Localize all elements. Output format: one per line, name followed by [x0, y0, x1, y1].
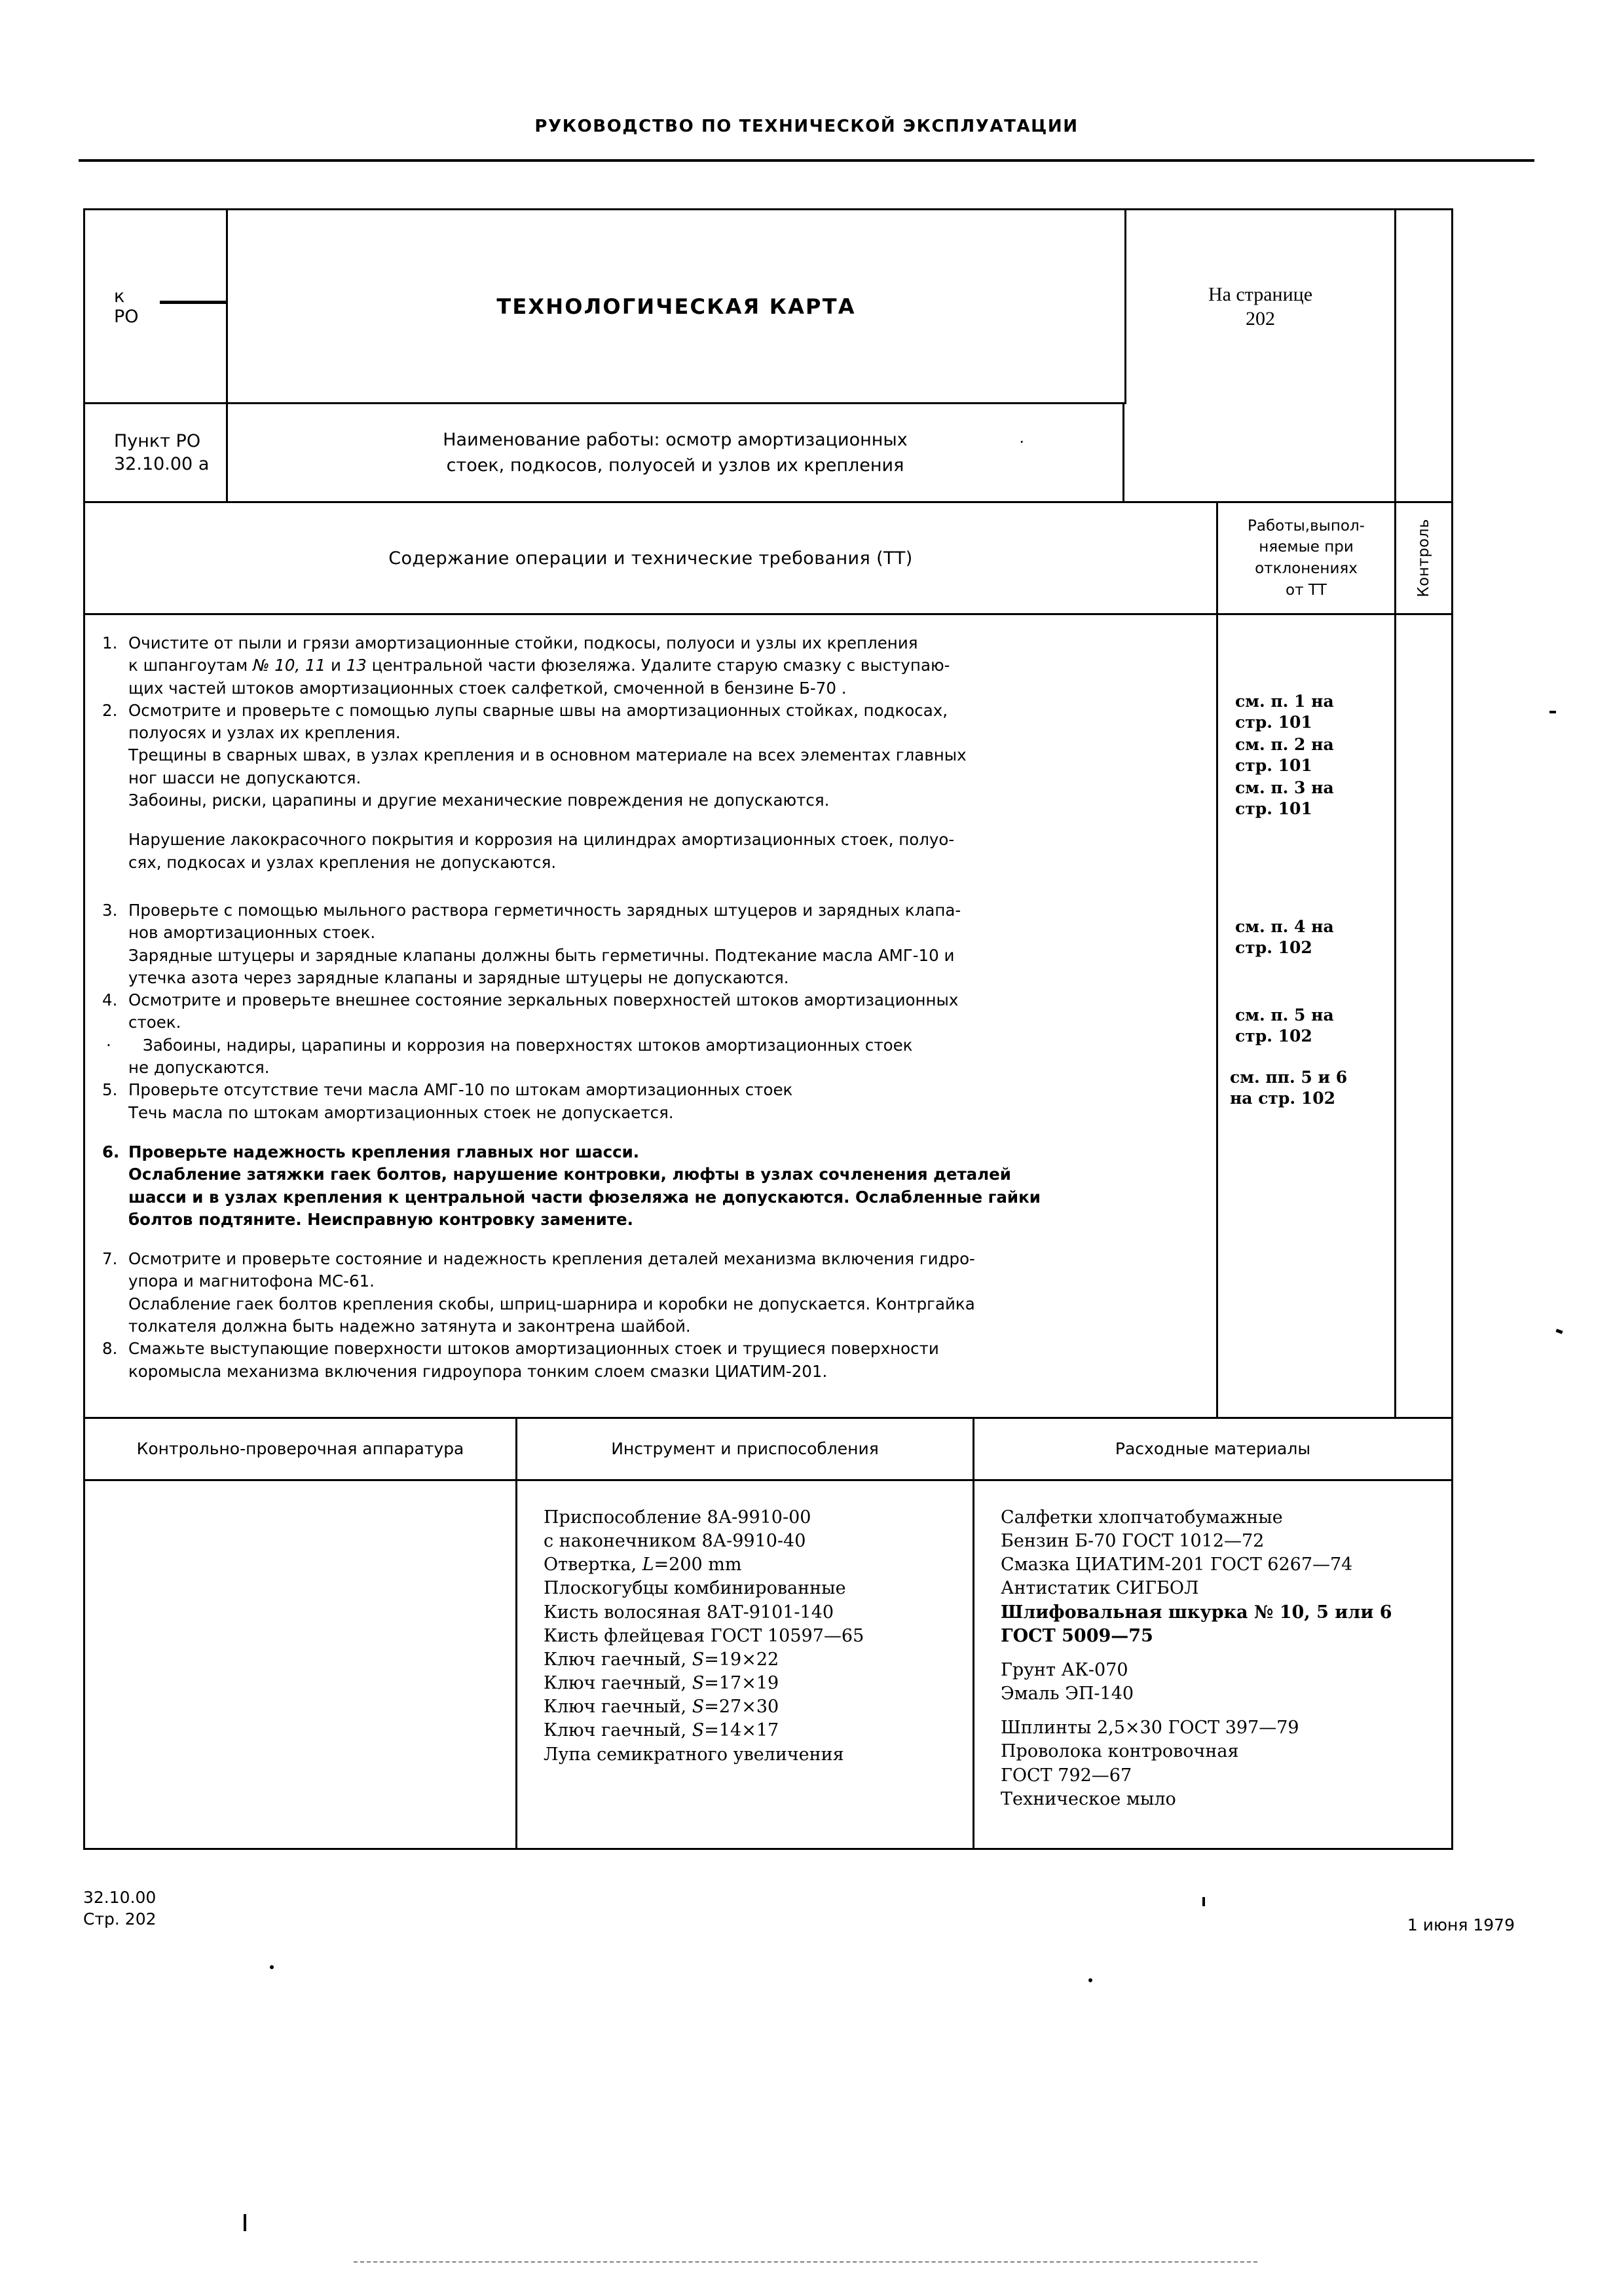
list-item: Салфетки хлопчатобумажные [1001, 1507, 1283, 1528]
operation-line: Проверьте отсутствие течи масла АМГ-10 по штокам амортизационных стоек [128, 1080, 793, 1100]
operation-line: упора и магнитофона МС-61. [128, 1271, 375, 1291]
requirement-text [102, 1034, 1202, 1080]
operation-item [102, 899, 1202, 945]
work-name-cell [228, 404, 1124, 501]
requirement-line: Зарядные штуцеры и зарядные клапаны должны быть герметичны. Подтекание масла АМГ-10 и [128, 945, 955, 965]
deviation-header-line-2: няемые при [1259, 538, 1354, 556]
deviation-ref [1235, 778, 1334, 819]
page-cell-lower [1124, 404, 1396, 501]
requirement-text [102, 829, 1202, 874]
list-item: Смазка ЦИАТИМ-201 ГОСТ 6267—74 [1001, 1554, 1353, 1575]
operation-number: 1. [102, 633, 118, 652]
requirement-line: шасси и в узлах крепления к центральной части фюзеляжа не допускаются. Ослабленные гайки [128, 1187, 1041, 1207]
list-item: Ключ гаечный, S=17×19 [544, 1673, 779, 1694]
operation-number: 4. [102, 990, 118, 1010]
card-header-row-1 [85, 210, 1451, 404]
operation-number: 7. [102, 1249, 118, 1269]
card-header-row-2 [85, 404, 1451, 503]
page-number-label: На странице [1208, 284, 1313, 306]
footer-date: 1 июня 1979 [1407, 1915, 1515, 1934]
operation-line: Очистите от пыли и грязи амортизационные стойки, подкосы, полуоси и узлы их крепления [128, 633, 918, 652]
footer-code: 32.10.00 [83, 1888, 157, 1907]
operation-line: Проверьте с помощью мыльного раствора герметичность зарядных штуцеров и зарядных клапа- [128, 900, 961, 920]
spacer [102, 1383, 1202, 1400]
spacer [102, 874, 1202, 891]
list-item: ГОСТ 5009—75 [1001, 1625, 1153, 1646]
control-column [1396, 615, 1451, 1417]
requirement-line: Ослабление затяжки гаек болтов, нарушение контровки, люфты в узлах сочленения деталей [128, 1165, 1011, 1184]
deviation-ref [1235, 734, 1334, 776]
operation-number: 2. [102, 700, 118, 720]
ro-point-label: Пункт РО [114, 430, 201, 451]
operation-line: стоек. [128, 1013, 181, 1032]
operation-line: Осмотрите и проверьте с помощью лупы сварные швы на амортизационных стойках, подкосах, [128, 700, 948, 720]
footer-page: Стр. 202 [83, 1910, 157, 1929]
deviation-header-line-1: Работы,выпол- [1248, 517, 1365, 535]
requirement-line: сях, подкосах и узлах крепления не допускаются. [128, 852, 557, 872]
operation-number: 3. [102, 900, 118, 920]
operation-text [128, 700, 1202, 745]
scan-speck [244, 2214, 246, 2231]
list-item: Бензин Б-70 ГОСТ 1012—72 [1001, 1531, 1265, 1552]
running-head: РУКОВОДСТВО ПО ТЕХНИЧЕСКОЙ ЭКСПЛУАТАЦИИ [534, 117, 1079, 136]
operation-item [102, 1141, 1202, 1163]
page-number-value: 202 [1246, 308, 1275, 329]
requirement-text [102, 789, 1202, 812]
spacer [102, 1231, 1202, 1248]
requirement-line: Трещины в сварных швах, в узлах крепления и в основном материале на всех элементах главных [128, 745, 967, 765]
ro-reference-cell [85, 210, 228, 404]
scan-speck [1549, 711, 1556, 713]
list-item: Ключ гаечный, S=14×17 [544, 1720, 779, 1741]
list-item: Антистатик СИГБОЛ [1001, 1578, 1199, 1599]
operation-number: 5. [102, 1080, 118, 1100]
list-item: Плоскогубцы комбинированные [544, 1578, 846, 1599]
deviation-ref-line: см. п. 1 на [1235, 692, 1334, 711]
scan-speck [1555, 1328, 1563, 1334]
deviation-ref-line: см. п. 2 на [1235, 735, 1334, 754]
operation-item [102, 700, 1202, 745]
spacer [102, 812, 1202, 829]
deviation-ref-line: см. п. 3 на [1235, 778, 1334, 797]
spacer [102, 891, 1202, 899]
operation-line: полуосях и узлах их крепления. [128, 723, 401, 743]
operation-text [128, 632, 1202, 700]
deviation-ref-line: см. п. 5 на [1235, 1006, 1334, 1025]
operation-number: 8. [102, 1339, 118, 1359]
tools-list [517, 1481, 974, 1848]
control-header-label: Контроль [1415, 519, 1432, 597]
requirement-line: Ослабление гаек болтов крепления скобы, шприц-шарнира и коробки не допускается. Контргайка [128, 1294, 975, 1313]
page-number-cell [1126, 210, 1396, 404]
requirement-line: Забоины, риски, царапины и другие механические повреждения не допускаются. [128, 791, 830, 810]
deviation-ref-line: см. пп. 5 и 6 [1230, 1068, 1348, 1087]
deviation-ref-line: стр. 102 [1235, 938, 1312, 957]
column-header-deviation [1218, 503, 1396, 613]
control-header-spacer [1396, 210, 1451, 404]
requirement-text [102, 1293, 1202, 1338]
materials-header: Расходные материалы [1115, 1439, 1311, 1459]
scan-speck [1202, 1897, 1205, 1906]
requirement-text [102, 1163, 1202, 1231]
requirement-line: толкателя должна быть надежно затянута и законтрена шайбой. [128, 1317, 691, 1336]
control-cell-upper [1396, 404, 1451, 501]
requirement-text [102, 945, 1202, 990]
deviation-ref-line: на стр. 102 [1230, 1089, 1335, 1108]
list-item: Отвертка, L=200 mm [544, 1554, 742, 1575]
list-item: Шлифовальная шкурка № 10, 5 или 6 [1001, 1602, 1392, 1623]
ro-point-cell [85, 404, 228, 501]
card-title: ТЕХНОЛОГИЧЕСКАЯ КАРТА [228, 210, 1126, 404]
stray-mark: . [1019, 428, 1024, 447]
operation-text [128, 899, 1202, 945]
technology-card [83, 208, 1453, 1850]
deviation-ref [1235, 691, 1334, 733]
deviation-ref [1230, 1067, 1347, 1109]
operation-line: Смажьте выступающие поверхности штоков амортизационных стоек и трущиеся поверхности [128, 1339, 939, 1359]
deviation-column [1218, 615, 1396, 1417]
list-item: Шплинты 2,5×30 ГОСТ 397—79 [1001, 1718, 1299, 1739]
ro-reference-label: к РО [114, 286, 139, 327]
requirement-line: ног шасси не допускаются. [128, 768, 362, 787]
operation-line: щих частей штоков амортизационных стоек салфеткой, смоченной в бензине Б-70 . [128, 678, 847, 698]
ro-reference-rule [160, 301, 226, 304]
deviation-ref-line: стр. 102 [1235, 1026, 1312, 1045]
operation-line: коромысла механизма включения гидроупора тонким слоем смазки ЦИАТИМ-201. [128, 1361, 828, 1381]
requirement-line: · Забоины, надиры, царапины и коррозия на поверхностях штоков амортизационных стоек [143, 1035, 913, 1055]
deviation-ref-line: стр. 101 [1235, 799, 1312, 818]
operation-text [128, 1248, 1202, 1293]
operation-line: к шпангоутам № 10, 11 и 13 центральной части фюзеляжа. Удалите старую смазку с выступаю- [128, 656, 950, 675]
ro-point-value: 32.10.00 а [114, 454, 210, 474]
requirement-line: болтов подтяните. Неисправную контровку замените. [128, 1209, 633, 1229]
footer-left [83, 1887, 157, 1930]
list-item: Лупа семикратного увеличения [544, 1744, 844, 1765]
list-item: Кисть флейцевая ГОСТ 10597—65 [544, 1625, 864, 1646]
operation-line: Осмотрите и проверьте внешнее состояние зеркальных поверхностей штоков амортизационных [128, 990, 959, 1010]
list-item: Приспособление 8А-9910-00 [544, 1507, 811, 1528]
operation-item [102, 1248, 1202, 1293]
deviation-ref-line: см. п. 4 на [1235, 917, 1334, 936]
requirement-line: не допускаются. [128, 1058, 270, 1078]
operations-column [85, 615, 1218, 1417]
deviation-ref [1235, 916, 1334, 958]
operation-item [102, 632, 1202, 700]
operation-line: Проверьте надежность крепления главных ног шасси. [128, 1142, 640, 1161]
list-item: с наконечником 8А-9910-40 [544, 1531, 806, 1552]
work-name-line-1: Наименование работы: осмотр амортизационных [443, 429, 908, 450]
deviation-header-line-3: отклонениях [1255, 560, 1358, 577]
operation-number: 6. [102, 1142, 120, 1161]
list-item: Техническое мыло [1001, 1788, 1176, 1809]
operation-item [102, 1338, 1202, 1383]
requirement-line: утечка азота через зарядные клапаны и зарядные штуцеры не допускаются. [128, 968, 789, 987]
list-item: Кисть волосяная 8АТ-9101-140 [544, 1602, 834, 1623]
apparatus-list [85, 1481, 517, 1848]
header-rule [79, 159, 1534, 162]
operation-text [128, 1338, 1202, 1383]
resources-body-row [85, 1481, 1451, 1848]
deviation-ref [1235, 1005, 1334, 1047]
requirement-text [102, 744, 1202, 789]
list-item: Ключ гаечный, S=19×22 [544, 1649, 779, 1670]
column-header-control [1396, 503, 1451, 613]
spacer [102, 1124, 1202, 1141]
requirement-line: Течь масла по штокам амортизационных стоек не допускается. [128, 1102, 674, 1122]
apparatus-header: Контрольно-проверочная аппаратура [85, 1419, 517, 1479]
materials-list [974, 1481, 1451, 1848]
card-body-row [85, 615, 1451, 1419]
list-item: Проволока контровочная [1001, 1741, 1239, 1762]
list-item: ГОСТ 792—67 [1001, 1765, 1132, 1786]
requirement-line: Нарушение лакокрасочного покрытия и коррозия на цилиндрах амортизационных стоек, полуо- [128, 830, 955, 850]
list-item: Грунт АК-070 [1001, 1659, 1128, 1680]
scan-speck [1088, 1978, 1092, 1982]
list-item: Эмаль ЭП-140 [1001, 1684, 1134, 1704]
operation-item [102, 989, 1202, 1034]
requirement-text [102, 1102, 1202, 1124]
operation-text [128, 1079, 1202, 1101]
scan-speck [270, 1965, 274, 1969]
operation-item [102, 1079, 1202, 1101]
tools-header: Инструмент и приспособления [517, 1419, 974, 1479]
list-item: Ключ гаечный, S=27×30 [544, 1697, 779, 1718]
column-header-row [85, 503, 1451, 615]
resources-header-row [85, 1419, 1451, 1481]
operation-text [128, 1141, 1202, 1163]
deviation-ref-line: стр. 101 [1235, 713, 1312, 732]
operation-line: Осмотрите и проверьте состояние и надежность крепления деталей механизма включения гидро- [128, 1249, 975, 1269]
operation-line: нов амортизационных стоек. [128, 923, 376, 943]
deviation-ref-line: стр. 101 [1235, 756, 1312, 775]
operation-text [128, 989, 1202, 1034]
deviation-header-line-4: от ТТ [1286, 581, 1327, 599]
column-header-content: Содержание операции и технические требования (ТТ) [85, 503, 1218, 613]
work-name-line-2: стоек, подкосов, полуосей и узлов их крепления [446, 455, 904, 476]
scan-edge-line [354, 2261, 1257, 2263]
